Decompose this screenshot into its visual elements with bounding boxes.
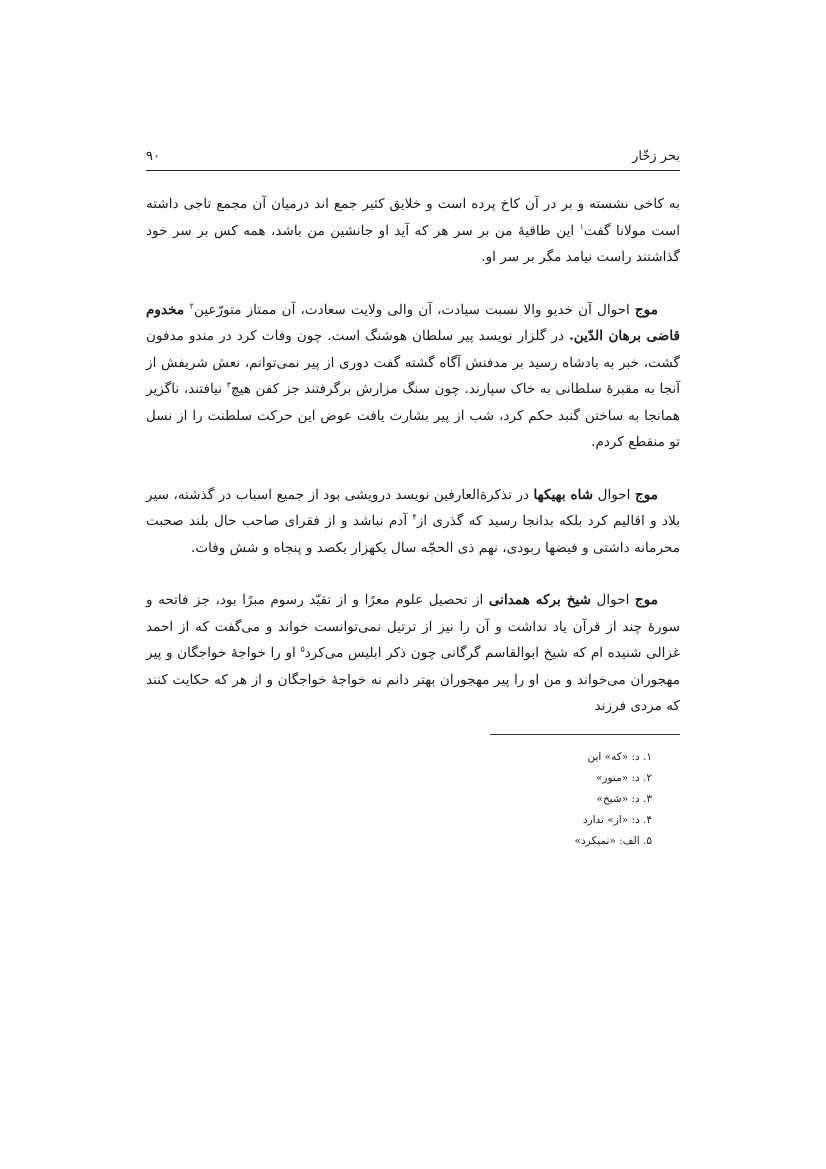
footnotes bbox=[146, 747, 680, 852]
footnote-divider bbox=[490, 734, 680, 735]
paragraph-text: نیافتند، ناگزیر همانجا به ساختن گنبد حکم کرد، شب از پیر بشارت یافت عوض این حرکت سلطنت را از نسل تو منقطع کردم. bbox=[146, 381, 680, 450]
paragraph-text: از تحصیل علوم معرًا و از تقیّد رسوم مبرًا بود، جز فاتحه و سورهٔ چند از قرآن یاد نداشت و آن را نیز از ترتیل نمی‌توانست خواند و می‌گفت که از احمد غزالی شنیده ام که شیخ ابوالقاسم گرگانی چون ذکر ابلیس می‌کرد bbox=[146, 592, 680, 661]
person-name: مخدوم قاضی برهان الدّین. bbox=[146, 301, 680, 344]
paragraph-3 bbox=[146, 482, 680, 562]
paragraph-text: در گلزار نویسد پیر سلطان هوشنگ است. چون وفات کرد در مندو مدفون گشت، خبر به بادشاه رسید بر مدفنش آگاه گشته گفت دوری از پیر نمی‌توانم، نعش شریفش از آنجا به مقبرهٔ سلطانی به خاک سپارند. چون سنگ مزارش برگرفتند جز کفن هیچ bbox=[146, 328, 680, 397]
footnote-item: ۱. د: «که» این bbox=[587, 750, 652, 763]
person-name: شیخ برکه همدانی bbox=[488, 592, 592, 608]
paragraph-text: آدم نباشد و از فقرای صاحب حال بلند صحبت محرمانه داشتی و فیضها ربودی، نهم ذی الحجّه سال یکهزار یکصد و پنجاه و شش وفات. bbox=[146, 513, 680, 556]
footnote-ref: ۴ bbox=[412, 512, 417, 522]
running-header bbox=[146, 138, 680, 171]
footnote-ref: ۵ bbox=[300, 644, 305, 654]
paragraph-text: احوال آن خدیو والا نسبت سیادت، آن والی ولایت سعادت، آن ممتاز متورّعین bbox=[193, 301, 635, 318]
body-text bbox=[146, 191, 680, 720]
paragraph-text: این طاقیهٔ من بر سر هر که آید او جانشین من باشد، همه کس بر سر خود گذاشتند راست نیامد مگر بر سر او. bbox=[146, 222, 680, 265]
paragraph-4 bbox=[146, 587, 680, 720]
section-keyword: موج bbox=[634, 486, 659, 503]
footnote-ref: ۳ bbox=[226, 380, 231, 390]
paragraph-text: احوال bbox=[591, 592, 635, 608]
paragraph-text: احوال bbox=[593, 486, 635, 503]
page-number: ۹۰ bbox=[146, 149, 160, 164]
footnote-item: ۵. الف: «نمیکرد» bbox=[574, 834, 652, 847]
paragraph-text: در تذکرةالعارفین نویسد درویشی بود از جمیع اسباب در گذشته، سیر بلاد و اقالیم کرد بلکه بدانجا رسید که گذری از bbox=[146, 486, 680, 529]
paragraph-1 bbox=[146, 191, 680, 271]
section-keyword: موج bbox=[634, 301, 658, 318]
footnote-ref: ۲ bbox=[189, 300, 194, 310]
section-keyword: موج bbox=[634, 592, 658, 608]
book-page bbox=[146, 138, 680, 852]
paragraph-2 bbox=[146, 297, 680, 456]
footnote-item: ۳. د: «شیخ» bbox=[596, 792, 652, 805]
footnote-item: ۲. د: «منور» bbox=[595, 771, 652, 784]
footnote-item: ۴. د: «از» ندارد bbox=[582, 813, 652, 826]
paragraph-text: به کاخی نشسته و بر در آن کاخ پرده است و خلایق کثیر جمع اند درمیان آن مجمع تاجی داشته است مولانا گفت bbox=[146, 196, 680, 239]
book-title: بحر زخّار bbox=[632, 149, 680, 164]
paragraph-text: او را خواجهٔ خواجگان و پیر مهجوران می‌خواند و من او را پیر مهجوران بهتر دانم نه خواجهٔ خواجگان و از هر که حکایت کنند که مردی فرزند bbox=[146, 645, 680, 714]
footnote-ref: ۱ bbox=[579, 221, 584, 231]
person-name: شاه بهیکها bbox=[533, 486, 594, 503]
